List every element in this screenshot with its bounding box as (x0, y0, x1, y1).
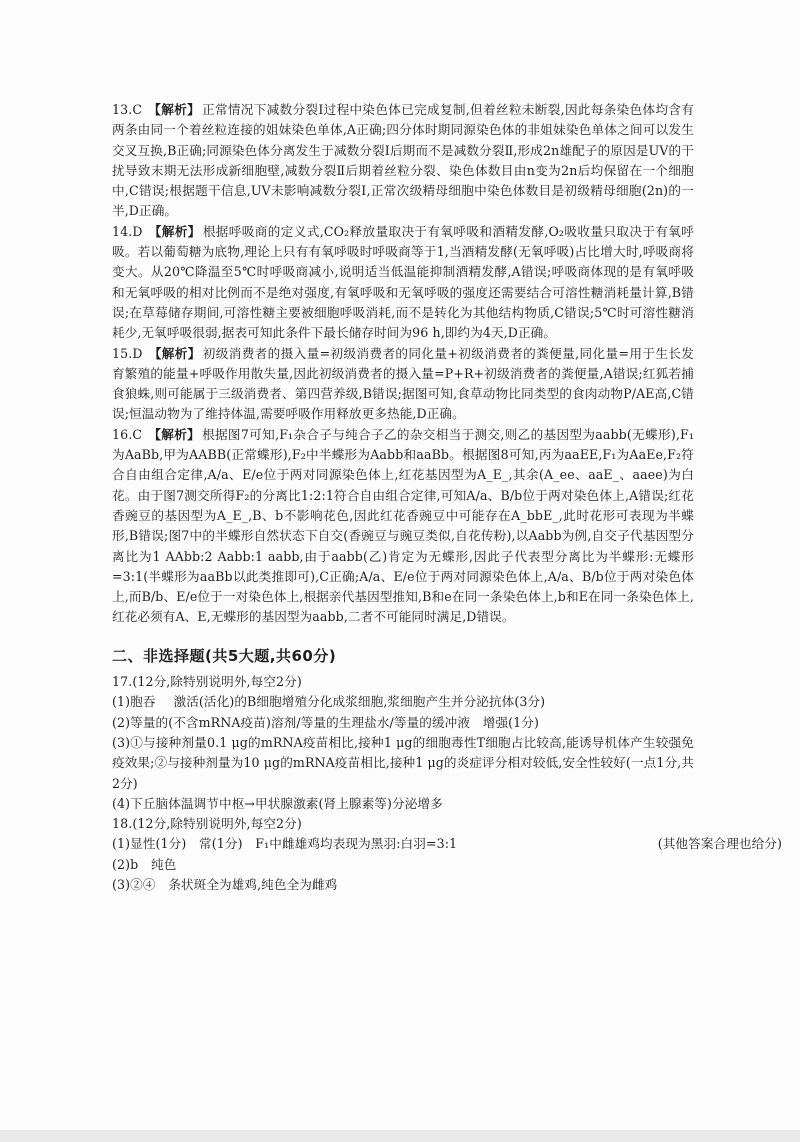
answer-text: 根据呼吸商的定义式,CO₂释放量取决于有氧呼吸和酒精发酵,O₂吸收量只取决于有氧呼吸。若以葡萄糖为底物,理论上只有有氧呼吸时呼吸商等于1,当酒精发酵(无氧呼吸)占比增大时,呼吸商将变大。从20℃降温至5℃时呼吸商减小,说明适当低温能抑制酒精发酵,A错误;呼吸商体现的是有氧呼吸和无氧呼吸的相对比例而不是绝对强度,有氧呼吸和无氧呼吸的强度还需要结合可溶性糖消耗量计算,B错误;在草莓储存期间,可溶性糖主要被细胞呼吸消耗,而不是转化为其他结构物质,C错误;5℃时可溶性糖消耗少,无氧呼吸很弱,据表可知此条件下最长储存时间为96 h,即约为4天,D正确。 (112, 223, 694, 341)
bottom-border (0, 1130, 800, 1142)
q18-line-1-text: (1)显性(1分) 常(1分) F₁中雌雄鸡均表现为黑羽:白羽=3:1 (112, 836, 458, 852)
question-18 (112, 814, 782, 895)
answer-text: 正常情况下减数分裂Ⅰ过程中染色体已完成复制,但着丝粒未断裂,因此每条染色体均含有两条由同一个着丝粒连接的姐妹染色单体,A正确;四分体时期同源染色体的非姐妹染色单体之间可以发生交叉互换,B正确;同源染色体分离发生于减数分裂Ⅰ后期而不是减数分裂Ⅱ,形成2n雄配子的原因是UV的干扰导致末期无法形成新细胞壁,减数分裂Ⅱ后期着丝粒分裂、染色体数目由n变为2n后均保留在一个细胞中,C错误;根据题干信息,UV未影响减数分裂Ⅰ,正常次级精母细胞中染色体数目是初级精母细胞(2n)的一半,D正确。 (112, 102, 694, 219)
answer-number: 13.C (112, 102, 143, 117)
q18-line-1 (112, 834, 782, 854)
analysis-tag: 【解析】 (148, 102, 201, 117)
answer-13 (112, 100, 694, 222)
q17-line-4: (4)下丘脑体温调节中枢→甲状腺激素(肾上腺素等)分泌增多 (112, 795, 443, 811)
q17-line-2: (2)等量的(不含mRNA疫苗)溶剂/等量的生理盐水/等量的缓冲液 增强(1分) (112, 714, 539, 730)
answer-number: 14.D (112, 223, 143, 239)
q17-line-1b: 激活(活化)的B细胞增殖分化成浆细胞,浆细胞产生并分泌抗体(3分) (173, 694, 546, 710)
section-title: 二、非选择题(共5大题,共60分) (112, 646, 337, 665)
question-17 (112, 672, 694, 814)
q18-note: (其他答案合理也给分) (657, 836, 782, 852)
answer-14 (112, 222, 694, 344)
analysis-tag: 【解析】 (148, 223, 201, 239)
analysis-tag: 【解析】 (148, 426, 201, 442)
q17-header: 17.(12分,除特别说明外,每空2分) (112, 674, 302, 690)
answer-text: 根据图7可知,F₁杂合子与纯合子乙的杂交相当于测交,则乙的基因型为aabb(无蝶形),F₁为AaBb,甲为AABB(正常蝶形),F₂中半蝶形为Aabb和aaBb。根据图8可知,丙为aaEE,F₁为AaEe,F₂符合自由组合定律,A/a、E/e位于两对同源染色体上,红花基因型为A_E_,其余(A_ee、aaE_、aaee)为白花。由于图7测交所得F₂的分离比1:2:1符合自由组合定律,可知A/a、B/b位于两对染色体上,A错误;红花香豌豆的基因型为A_E_,B、b不影响花色,因此红花香豌豆中可能存在A_bbE_,此时花形可表现为半蝶形,B错误;图7中的半蝶形自然状态下自交(香豌豆与豌豆类似,自花传粉),以Aabb为例,自交子代基因型分离比为1 AAbb:2 Aabb:1 aabb,由于aabb(乙)肯定为无蝶形,因此子代表型分离比为半蝶形:无蝶形=3:1(半蝶形为aaBb以此类推即可),C正确;A/a、E/e位于两对同源染色体上,A/a、B/b位于两对染色体上,而B/b、E/e位于一对染色体上,根据亲代基因型推知,B和e在同一条染色体上,b和E在同一条染色体上,红花必须有A、E,无蝶形的基因型为aabb,二者不可能同时满足,D错误。 (112, 426, 694, 625)
q18-line-2: (2)b 纯色 (112, 856, 177, 872)
answer-16 (112, 425, 694, 628)
q17-line-3: (3)①与接种剂量0.1 μg的mRNA疫苗相比,接种1 μg的细胞毒性T细胞占比较高,能诱导机体产生较强免疫效果;②与接种剂量为10 μg的mRNA疫苗相比,接种1 μg的炎症评分相对较低,安全性较好(一点1分,共2分) (112, 734, 694, 791)
answer-15 (112, 344, 694, 425)
answer-content (112, 100, 782, 895)
q17-line-1a: (1)胞吞 (112, 694, 156, 710)
answer-text: 初级消费者的摄入量=初级消费者的同化量+初级消费者的粪便量,同化量=用于生长发育繁殖的能量+呼吸作用散失量,因此初级消费者的摄入量=P+R+初级消费者的粪便量,A错误;红狐若捕食狼蛛,则可能属于三级消费者、第四营养级,B错误;据图可知,食草动物比同类型的食肉动物P/AE高,C错误;恒温动物为了维持体温,需要呼吸作用释放更多热能,D正确。 (112, 345, 694, 422)
q17-line-1 (112, 692, 694, 712)
answer-number: 16.C (112, 426, 143, 442)
q18-line-3: (3)②④ 条状斑全为雄鸡,纯色全为雌鸡 (112, 876, 338, 892)
q18-header: 18.(12分,除特别说明外,每空2分) (112, 816, 302, 832)
answer-number: 15.D (112, 345, 143, 361)
analysis-tag: 【解析】 (148, 345, 201, 361)
